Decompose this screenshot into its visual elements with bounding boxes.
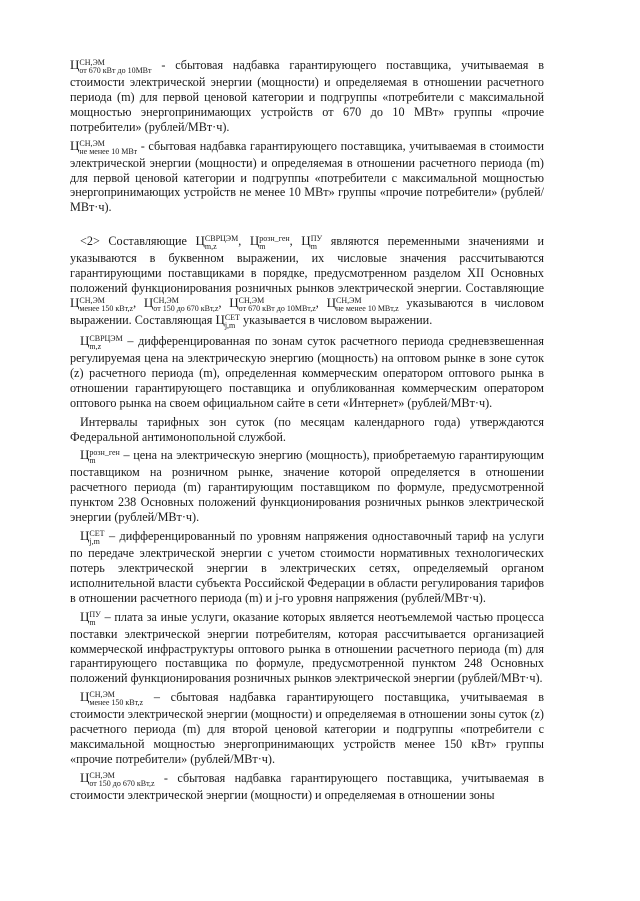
formula-symbol: Ц СЕТ j,m — [215, 311, 240, 330]
definition-paragraph: Ц СН,ЭМ не менее 10 МВт - сбытовая надбавка гарантирующего поставщика, учитываемая в стоимости электрической энергии (мощности) и определяемая в отношении расчетного периода (m) для первой ценовой категории и подгруппы «потребители с максимальной мощностью энергопринимающих устройств не менее 10 МВт» группы «прочие потребители» (рублей/МВт·ч). — [70, 137, 544, 215]
formula-symbol: Ц розн_ген m — [80, 447, 120, 466]
formula-symbol: Ц СВРЦЭМ m,z — [195, 233, 239, 252]
formula-symbol: Ц СН,ЭМ менее 150 кВт,z — [80, 689, 144, 708]
definition-paragraph: Ц СН,ЭМ от 670 кВт до 10МВт - сбытовая надбавка гарантирующего поставщика, учитываемая в стоимости электрической энергии (мощности) и определяемая в отношении расчетного периода (m) для первой ценовой категории и подгруппы «потребители с максимальной мощностью энергопринимающих устройств от 670 до 10 МВт» группы «прочие потребители» (рублей/МВт·ч). — [70, 57, 544, 134]
formula-symbol: Ц СН,ЭМ от 670 кВт до 10МВт,z — [229, 294, 316, 313]
formula-symbol: Ц СН,ЭМ от 670 кВт до 10МВт — [70, 57, 152, 75]
formula-symbol: Ц СЕТ j,m — [80, 528, 105, 547]
formula-symbol: Ц СН,ЭМ не менее 10 МВт,z — [326, 294, 399, 313]
formula-symbol: Ц ПУ m — [301, 233, 323, 252]
formula-symbol: Ц СН,ЭМ не менее 10 МВт — [70, 137, 138, 156]
definition-paragraph: Ц розн_ген m – цена на электрическую энергию (мощность), приобретаемую гарантирующим поставщиком на розничном рынке, значение которой определяется в отношении расчетного периода (m) гарантирующим поставщиком по формуле, предусмотренной пунктом 238 Основных положений функционирования розничных рынков электрической энергии (рублей/МВт·ч). — [70, 447, 544, 525]
formula-symbol: Ц СН,ЭМ от 150 до 670 кВт,z — [143, 294, 219, 313]
formula-symbol: Ц розн_ген m — [249, 233, 290, 252]
definition-paragraph: Ц СВРЦЭМ m,z – дифференцированная по зонам суток расчетного периода средневзвешенная регулируемая цена на электрическую энергию (мощность) на оптовом рынке в зоне суток (z) расчетного периода (m), определенная коммерческим оператором оптового рынка в отношении гарантирующего поставщика и опубликованная коммерческим оператором оптового рынка на своем официальном сайте в сети «Интернет» (рублей/МВт·ч). — [70, 332, 544, 410]
definition-paragraph: Ц СН,ЭМ от 150 до 670 кВт,z - сбытовая надбавка гарантирующего поставщика, учитываемая в стоимости электрической энергии (мощности) и определяемая в отношении зоны — [70, 769, 544, 802]
text-paragraph: Интервалы тарифных зон суток (по месяцам календарного года) утверждаются Федеральной антимонопольной службой. — [70, 414, 544, 444]
footnote-paragraph: <2> Составляющие Ц СВРЦЭМ m,z , Ц розн_ген m , Ц ПУ m являются переменными значениями и указываются в буквенном выражении, их числовые значения рассчитываются гарантирующими поставщиками в порядке, предусмотренном разделом XII Основных положений функционирования розничных рынков электрической энергии. Составляющие Ц СН,ЭМ менее 150 кВт,z , Ц СН,ЭМ от 150 до 670 кВт,z , Ц СН,ЭМ от 670 кВт до 10МВт,z , Ц СН,ЭМ не менее 10 МВт,z указываются в числовом выражении. Составляющая Ц СЕТ j,m указывается в числовом выражении. — [70, 233, 545, 330]
definition-paragraph: Ц СЕТ j,m – дифференцированный по уровням напряжения одноставочный тариф на услуги по передаче электрической энергии с учетом стоимости нормативных технологических потерь электрической энергии в электрических сетях, определяемый органом исполнительной власти субъекта Российской Федерации в области регулирования тарифов в отношении расчетного периода (m) и j-го уровня напряжения (рублей/МВт·ч). — [70, 528, 544, 605]
formula-symbol: Ц СВРЦЭМ m,z — [80, 332, 123, 351]
definition-paragraph: Ц ПУ m – плата за иные услуги, оказание которых является неотъемлемой частью процесса поставки электрической энергии потребителям, которая рассчитывается организацией коммерческой инфраструктуры оптового рынка в отношении расчетного периода (m) для гарантирующего поставщика по формуле, предусмотренной пунктом 248 Основных положений функционирования розничных рынков электрической энергии (рублей/МВт·ч). — [70, 608, 544, 686]
formula-symbol: Ц СН,ЭМ от 150 до 670 кВт,z — [80, 769, 155, 788]
formula-symbol: Ц ПУ m — [80, 608, 101, 627]
definition-paragraph: Ц СН,ЭМ менее 150 кВт,z – сбытовая надбавка гарантирующего поставщика, учитываемая в стоимости электрической энергии (мощности) и определяемая в отношении зоны суток (z) расчетного периода (m) для второй ценовой категории и подгруппы «потребители с максимальной мощностью энергопринимающих устройств менее 150 кВт» группы «прочие потребители» (рублей/МВт·ч). — [70, 689, 544, 766]
formula-symbol: Ц СН,ЭМ менее 150 кВт,z — [70, 294, 134, 313]
